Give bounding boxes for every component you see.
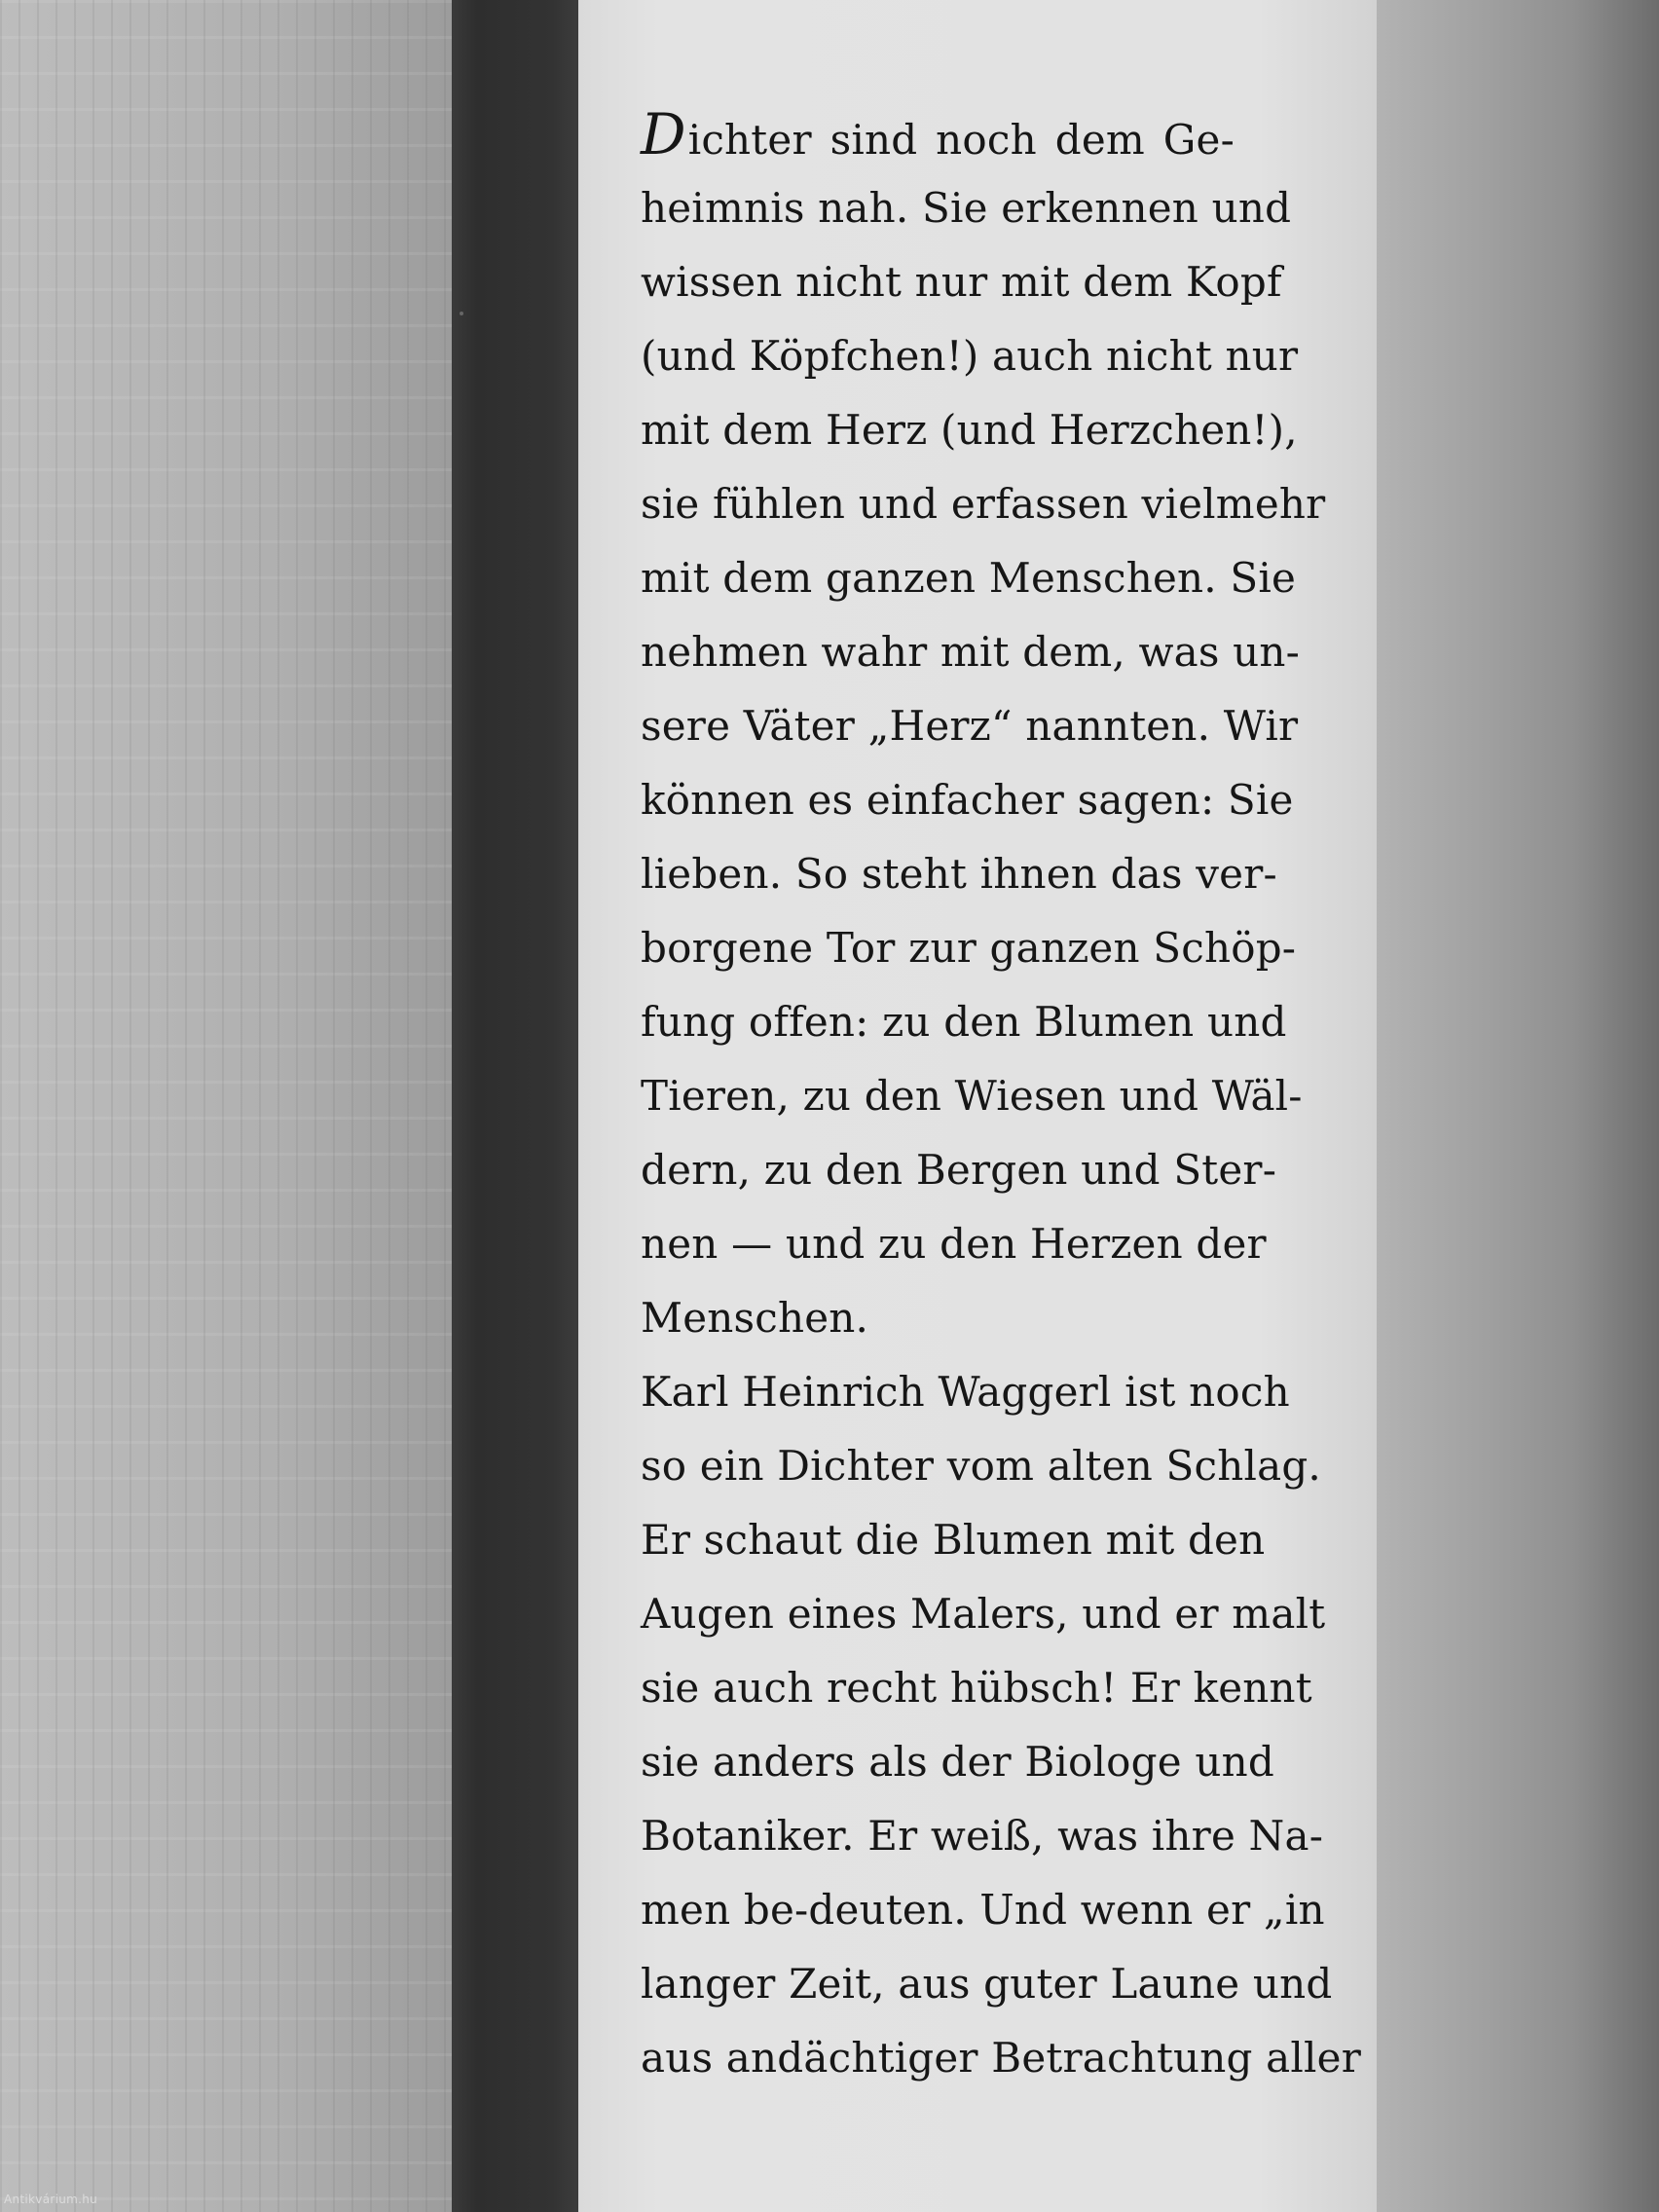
text-line-content: so ein Dichter vom alten Schlag. — [641, 1442, 1321, 1490]
text-line — [641, 1873, 1325, 1947]
text-line — [641, 1281, 1235, 1355]
text-line — [641, 837, 1277, 911]
text-line — [641, 541, 1297, 615]
text-line — [641, 319, 1299, 393]
text-line-content: langer Zeit, aus guter Laune und — [641, 1960, 1333, 2008]
page-text — [641, 97, 1362, 2095]
text-line — [641, 1577, 1326, 1651]
text-line — [641, 97, 1235, 171]
page-shadow — [1377, 0, 1659, 2212]
text-line-content: men be-deuten. Und wenn er „in — [641, 1886, 1325, 1934]
text-line-content: sie fühlen und erfassen vielmehr — [641, 480, 1326, 528]
text-line — [641, 1429, 1321, 1503]
text-line-content: Karl Heinrich Waggerl ist noch — [641, 1368, 1290, 1416]
text-line-content: wissen nicht nur mit dem Kopf — [641, 258, 1282, 306]
text-line-content: (und Köpfchen!) auch nicht nur — [641, 332, 1299, 380]
wooden-background — [0, 0, 452, 2212]
text-line-content: heimnis nah. Sie erkennen und — [641, 184, 1292, 232]
text-line — [641, 171, 1292, 245]
text-line — [641, 763, 1294, 837]
text-line-content: Er schaut die Blumen mit den — [641, 1516, 1266, 1564]
text-line — [641, 1133, 1277, 1207]
text-line-content: nehmen wahr mit dem, was un- — [641, 628, 1301, 676]
watermark: Antikvárium.hu — [4, 2193, 98, 2206]
text-line — [641, 2021, 1362, 2095]
text-line-content: mit dem ganzen Menschen. Sie — [641, 554, 1297, 602]
text-line-content: dern, zu den Bergen und Ster- — [641, 1146, 1277, 1194]
text-line — [641, 615, 1301, 689]
text-line-content: fung offen: zu den Blumen und — [641, 998, 1287, 1046]
text-line-content: sere Väter „Herz“ nannten. Wir — [641, 702, 1299, 750]
text-line-content: Augen eines Malers, und er malt — [641, 1590, 1326, 1638]
text-line — [641, 1503, 1266, 1577]
text-line — [641, 1651, 1312, 1725]
text-line — [641, 689, 1299, 763]
text-line-content: lieben. So steht ihnen das ver- — [641, 850, 1277, 898]
text-line-content: Botaniker. Er weiß, was ihre Na- — [641, 1812, 1324, 1860]
drop-cap: D — [641, 101, 686, 167]
text-line — [641, 1947, 1333, 2021]
text-line-content: ichter sind noch dem Ge- — [687, 116, 1235, 164]
text-line — [641, 1799, 1324, 1873]
text-line — [641, 1355, 1290, 1429]
text-line-content: borgene Tor zur ganzen Schöp- — [641, 924, 1297, 972]
spine-speck — [460, 312, 463, 315]
text-line-content: Menschen. — [641, 1294, 869, 1342]
text-line-content: mit dem Herz (und Herzchen!), — [641, 406, 1298, 454]
text-line — [641, 467, 1326, 541]
text-line-content: können es einfacher sagen: Sie — [641, 776, 1294, 824]
text-line-content: sie auch recht hübsch! Er kennt — [641, 1664, 1312, 1712]
text-line-content: sie anders als der Biologe und — [641, 1738, 1274, 1786]
text-line — [641, 245, 1282, 319]
text-line — [641, 1059, 1303, 1133]
text-line-content: nen — und zu den Herzen der — [641, 1220, 1267, 1268]
text-line — [641, 393, 1298, 467]
text-line-content: Tieren, zu den Wiesen und Wäl- — [641, 1072, 1303, 1120]
book-spine — [452, 0, 578, 2212]
text-line — [641, 985, 1287, 1059]
text-line — [641, 1725, 1274, 1799]
text-line — [641, 911, 1297, 985]
text-line — [641, 1207, 1267, 1281]
text-line-content: aus andächtiger Betrachtung aller — [641, 2034, 1362, 2082]
